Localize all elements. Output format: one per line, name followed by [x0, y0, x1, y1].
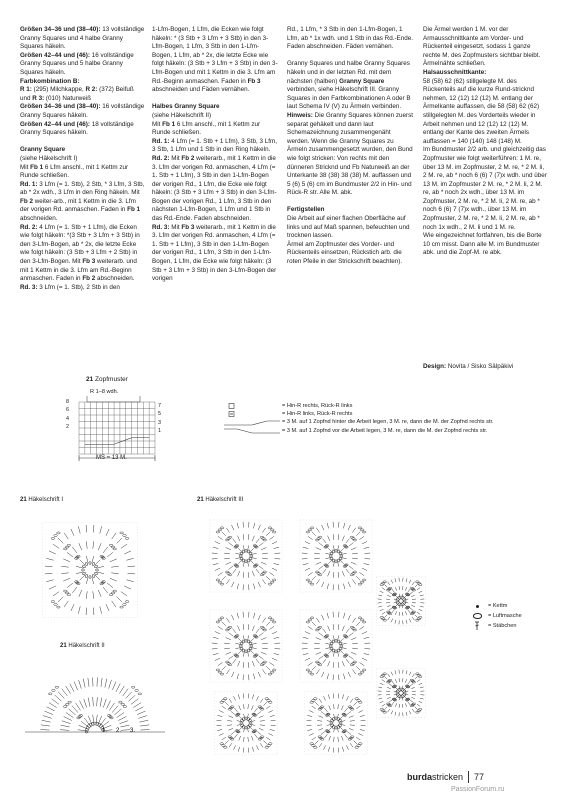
bold-text: R 3: — [32, 94, 46, 102]
bold-text: Fb 3 — [247, 77, 261, 85]
crochet-chart-1-title: 21 Häkelschrift I — [20, 497, 64, 503]
cable-chart-title: 21 Zopfmuster — [86, 376, 128, 383]
body-text: Im Bundmuster 2/2 arb. und gleichzeitig das Zopfmuster wie folgt weiterführen: 1 M. re, über 13 M. im Zopfmuster, 2 M. re, * 2 M. li, 2 M. re, ab * noch 6 (6) 7 (7)x wdh. und über 13 M. im Zopfmuster 2 M. re, * 2 M. li, 2 M. re, ab * noch 2x wdh., über 13 M. im Zopfmuster, 2 M. re, * 2 M. li, 2 M. re, ab * noch 6 (6) 7 (7)x wdh., über 13 M. im Zopfmuster, 2 M. re, * 2 M. li, 2 M. re, ab * noch 1x wdh., 2 M. li und 1 M. re. — [423, 146, 547, 231]
crochet-chart-2 — [20, 652, 170, 762]
chart-round-label: 1. — [102, 728, 108, 734]
body-text: weiterarb. und mit 1 Kettm in die 3. Lfm am Rd.-Beginn anmaschen. Faden in — [20, 258, 137, 283]
granny-square-motif — [376, 668, 425, 717]
cable-chart — [60, 376, 195, 468]
granny-square-motif — [300, 610, 372, 682]
design-value: Novita / Sisko Sälpäkivi — [447, 363, 514, 370]
crochet-chart-3-title: 21 Häkelschrift III — [197, 497, 244, 503]
bold-text: Größen 34–36 und (38–40): — [20, 26, 103, 33]
body-text: Mit — [171, 154, 182, 162]
cable-ms-label: MS = 13 M. — [96, 455, 127, 461]
body-text: 13 vollständige Granny Squares und 4 halbe Granny Squares häkeln. — [20, 26, 145, 51]
bold-text: Größen 34–36 und (38–40): — [20, 103, 103, 111]
design-label: Design: — [423, 363, 448, 370]
body-text: Die Ärmel werden 1 M. vor der Armausschnittkante am Vorder- und Rückenteil eingesetzt, sodass 1 ganze rechte M. des Zopfmusters sichtbar bleibt. — [423, 26, 541, 59]
granny-square-motif — [210, 520, 282, 592]
bold-text: Hinweis: — [287, 111, 315, 119]
legend-row — [222, 418, 494, 426]
bold-text: Rd. 1: — [20, 180, 40, 188]
bold-text: Größen 42–44 und (46): — [20, 51, 92, 59]
crochet-chart-1 — [18, 508, 163, 633]
body-text: abschneiden. — [20, 215, 58, 223]
body-text: (siehe Häkelschrift II) — [152, 111, 212, 119]
body-text: 4 Lfm (= 1. Stb + 1 Lfm), 3 Stb, 3 Lfm, 3 Stb, 1 Lfm und 1 Stb in den Ring häkeln. — [152, 137, 277, 154]
chart-round-label: 3. — [130, 728, 136, 734]
bold-text: Rd. 3: — [20, 283, 40, 291]
bold-text: Granny Square — [339, 77, 385, 85]
body-text: weiter-arb., mit 1 Kettm in die 3. Lfm der vorigen Rd. anmaschen. Faden in — [20, 197, 136, 214]
body-text: weiterarb., mit 1 Kettm in die 3. Lfm der vorigen Rd. anmaschen, 4 Lfm (= 1. Stb + 1 Lfm), 3 Stb in den 1-Lfm-Bogen der vorigen Rd., 1 Lfm, 3 Stb in den 1-Lfm-Bogen, 1 Lfm, die Ecke wie folgt häkeln: (3 Stb + 3 Lfm + 3 Stb) in den 3-Lfm-Bogen der vorigen — [152, 223, 277, 283]
bold-text: Rd. 1: — [152, 137, 172, 145]
knit-box-icon — [222, 402, 282, 410]
granny-square-motif — [42, 522, 137, 617]
bold-text: Granny Square — [20, 146, 66, 154]
legend-row — [466, 621, 522, 631]
body-text: Ärmel am Zopfmuster des Vorder- und Rückenteils einsetzen, Rückstich arb. die roten Pfeile in der Strickschrift beachten). — [287, 240, 403, 266]
double-crochet-icon — [466, 621, 488, 631]
bold-text: Fb 3 — [181, 223, 197, 231]
body-text: Rd., 1 Lfm, * 3 Stb in den 1-Lfm-Bogen, 1 Lfm, ab * 1x wdh. und 1 Stb in das Rd.-Ende. Faden abschneiden. Fäden vernähen. — [287, 26, 414, 51]
legend-text: = Hin-R links, Rück-R rechts — [282, 411, 353, 418]
half-granny-motif — [25, 677, 165, 733]
text-column-4 — [423, 26, 549, 258]
body-text: 3 Lfm (= 1. Stb), 2 Stb in den — [39, 283, 120, 291]
bold-text: Fertigstellen — [287, 206, 325, 214]
bold-text: R 2: — [85, 86, 100, 94]
text-column-2 — [152, 26, 278, 284]
body-text: abschneiden und Fäden vernähen. — [152, 86, 250, 94]
body-text: Granny Squares und halbe Granny Squares häkeln und in der letzten Rd. mit dem nächsten (halben) — [287, 60, 410, 85]
legend-text: = 3 M. auf 1 Zopfnd hinter die Arbeit legen, 3 M. re, dann die M. der Zopfnd rechts str. — [282, 419, 494, 426]
brand-bold: burda — [407, 772, 433, 782]
bold-text: Fb 2 — [20, 197, 35, 205]
body-text: Mit — [171, 223, 182, 231]
body-text: 4 Lfm (= 1. Stb + 1 Lfm), die Ecken wie folgt häkeln: *(3 Stb + 3 Lfm + 3 Stb) in den 3-Lfm-Bogen, ab * 2x, die letzte Ecke wie folgt häkeln: (3 Stb + 3 Lfm + 2 Stb) in den 3-Lfm-Bogen. Mit — [20, 223, 140, 266]
granny-square-motif — [215, 692, 277, 754]
bold-text: Rd. 3: — [152, 223, 172, 231]
body-text: 58 (58) 62 (62) stillgelegte M. des Rückenteils auf die kurze Rund-stricknd nehmen, 12 (12) 12 (12) M. entlang der Ärmelkante auffassen, die 58 (58) 62 (62) stillgelegten M. des Vorderteils wieder in Arbeit nehmen und 12 (12) 12 (12) M. entlang der Kante des zweiten Ärmels auffassen = 140 (140) 148 (148) M. — [423, 77, 540, 145]
bold-text: Fb 3 — [82, 258, 98, 266]
bold-text: Größen 42–44 und (46): — [20, 120, 92, 128]
body-text: 1-Lfm-Bogen, 1 Lfm, die Ecken wie folgt häkeln: * (3 Stb + 3 Lfm + 3 Stb) in den 3-Lfm-Bogen, 1 Lfm, 3 Stb in den 1-Lfm-Bogen, 1 Lfm, ab * 2x, die letzte Ecke wie folgt häkeln: (3 Stb + 3 Lfm + 3 Stb) in den 3-Lfm-Bogen und mit 1 Kettm in die 3. Lfm am Rd.-Beginn anmaschen. Faden in — [152, 26, 278, 85]
brand-rest: stricken — [432, 772, 464, 782]
chain-oval-icon — [466, 613, 488, 619]
legend-row — [222, 410, 494, 418]
cable-back-icon — [222, 419, 282, 427]
body-text: weiterarb., mit 1 Kettm in die 3. Lfm der vorigen Rd. anmaschen, 4 Lfm (= 1. Stb + 1 Lfm), 3 Stb in den 1-Lfm-Bogen der vorigen Rd., 1 Lfm, die Ecke wie folgt häkeln: (3 Stb + 3 Lfm + 3 Stb) in den 3-Lfm-Bogen der vorigen Rd., 1 Lfm, 3 Stb in den nächsten 1-Lfm-Bogen, 1 Lfm und 1 Stb in das Rd.-Ende. Faden abschneiden. — [152, 154, 277, 223]
body-text: 6 Lfm anschl., mit 1 Kettm zur Runde schließen. — [152, 120, 261, 137]
body-text: (010) Naturweiß — [45, 94, 92, 102]
body-text: verbinden, siehe Häkelschrift III. Granny Squares in den Farbkombinationen A oder B laut Schema IV (V) zu Ärmeln verbinden. — [287, 86, 411, 111]
body-text: (372) Beifuß und — [20, 86, 134, 102]
cable-chart-grid — [60, 388, 195, 468]
granny-square-motif — [210, 610, 282, 682]
design-credit — [423, 363, 513, 370]
bold-text: Halbes Granny Square — [152, 103, 220, 111]
text-column-3 — [287, 26, 413, 267]
body-text: Die Arbeit auf einer flachen Oberfläche auf links und auf Maß spannen, befeuchten und trocknen lassen. — [287, 215, 410, 240]
legend-text: = Kettm — [488, 603, 508, 609]
cable-front-icon — [222, 427, 282, 435]
legend-text: = Hin-R rechts, Rück-R links — [282, 403, 353, 409]
body-text: (siehe Häkelschrift I) — [20, 154, 78, 162]
cable-repeat-label: R 1–8 wdh. — [90, 389, 119, 395]
body-text: 3 Lfm (= 1. Stb), 2 Stb, * 3 Lfm, 3 Stb, ab * 2x wdh., 3 Lfm in den Ring häkeln. Mit — [20, 180, 145, 197]
bold-text: Rd. 2: — [20, 223, 40, 231]
page-number: 77 — [474, 772, 485, 782]
purl-dash-icon — [222, 410, 282, 418]
crochet-chart-2-title: 21 Häkelschrift II — [60, 643, 105, 649]
granny-square-motif — [300, 520, 372, 592]
body-text: Die Granny Squares können zuerst separat gehäkelt und dann laut Schemazeichnung zusammengenäht werden. Wenn die Granny Squares zu Ärmeln zusammengesetzt wurden, den Bund wie folgt stricken: Von rechts mit den dünneren Stricknd und Fb Naturweiß an der Unterkante 38 (38) 38 (38) M. auffassen und 5 (6) 5 (6) cm im Bundmuster 2/2 in Hin- und Rück-R str. Alle M. abk. — [287, 111, 414, 197]
crochet-legend — [466, 601, 522, 631]
body-text: 16 vollständige Granny Squares häkeln. — [20, 103, 145, 119]
legend-text: = Luftmasche — [488, 613, 522, 619]
legend-row — [222, 427, 494, 435]
cable-left-numbers: 8 6 4 2 — [66, 399, 69, 430]
bold-text: Halsausschnittkante: — [423, 68, 487, 76]
legend-text: = 3 M. auf 1 Zopfnd vor die Arbeit legen, 3 M. re, dann die M. der Zopfnd rechts str. — [282, 427, 488, 434]
cable-right-numbers: 7 5 3 1 — [158, 403, 161, 434]
granny-square-motif — [376, 576, 425, 625]
body-text: Wie eingezeichnet fortfahren, bis die Borte 10 cm misst. Dann alle M. im Bundmuster abk. und die Zopf-M. re abk. — [423, 232, 542, 257]
legend-text: = Stäbchen — [488, 623, 517, 629]
slip-stitch-dot-icon — [466, 605, 488, 608]
cable-legend — [222, 402, 494, 435]
body-text: (295) Milchkappe, — [33, 86, 86, 94]
body-text: abschneiden. — [97, 275, 135, 283]
page-footer — [407, 771, 484, 783]
bold-text: Rd. 2: — [152, 154, 172, 162]
bold-text: Fb 1 — [30, 163, 45, 171]
bold-text: Farbkombination B: — [20, 77, 80, 85]
body-text: Mit — [152, 120, 163, 128]
legend-row — [466, 601, 522, 611]
bold-text: Fb 2 — [181, 154, 197, 162]
legend-row — [466, 611, 522, 621]
body-text: Ärmelnähte schließen. — [423, 60, 486, 68]
crochet-chart-3 — [196, 508, 436, 763]
body-text: 18 vollständige Granny Squares häkeln. — [20, 120, 134, 137]
legend-row — [222, 402, 494, 410]
body-text: Mit — [20, 163, 31, 171]
watermark: PassionForum.ru — [451, 786, 505, 793]
body-text: 16 vollständige Granny Squares und 5 halbe Granny Squares häkeln. — [20, 51, 134, 76]
bold-text: Fb 2 — [82, 275, 98, 283]
chart-round-label: 2. — [116, 728, 122, 734]
text-column-1 — [20, 26, 146, 292]
body-text: 6 Lfm anschl., mit 1 Kettm zur Runde schließen. — [20, 163, 129, 180]
footer-divider — [468, 771, 469, 783]
bold-text: Fb 1 — [162, 120, 177, 128]
granny-square-motif — [305, 692, 367, 754]
bold-text: R 1: — [20, 86, 34, 94]
bold-text: Fb 1 — [127, 206, 141, 214]
